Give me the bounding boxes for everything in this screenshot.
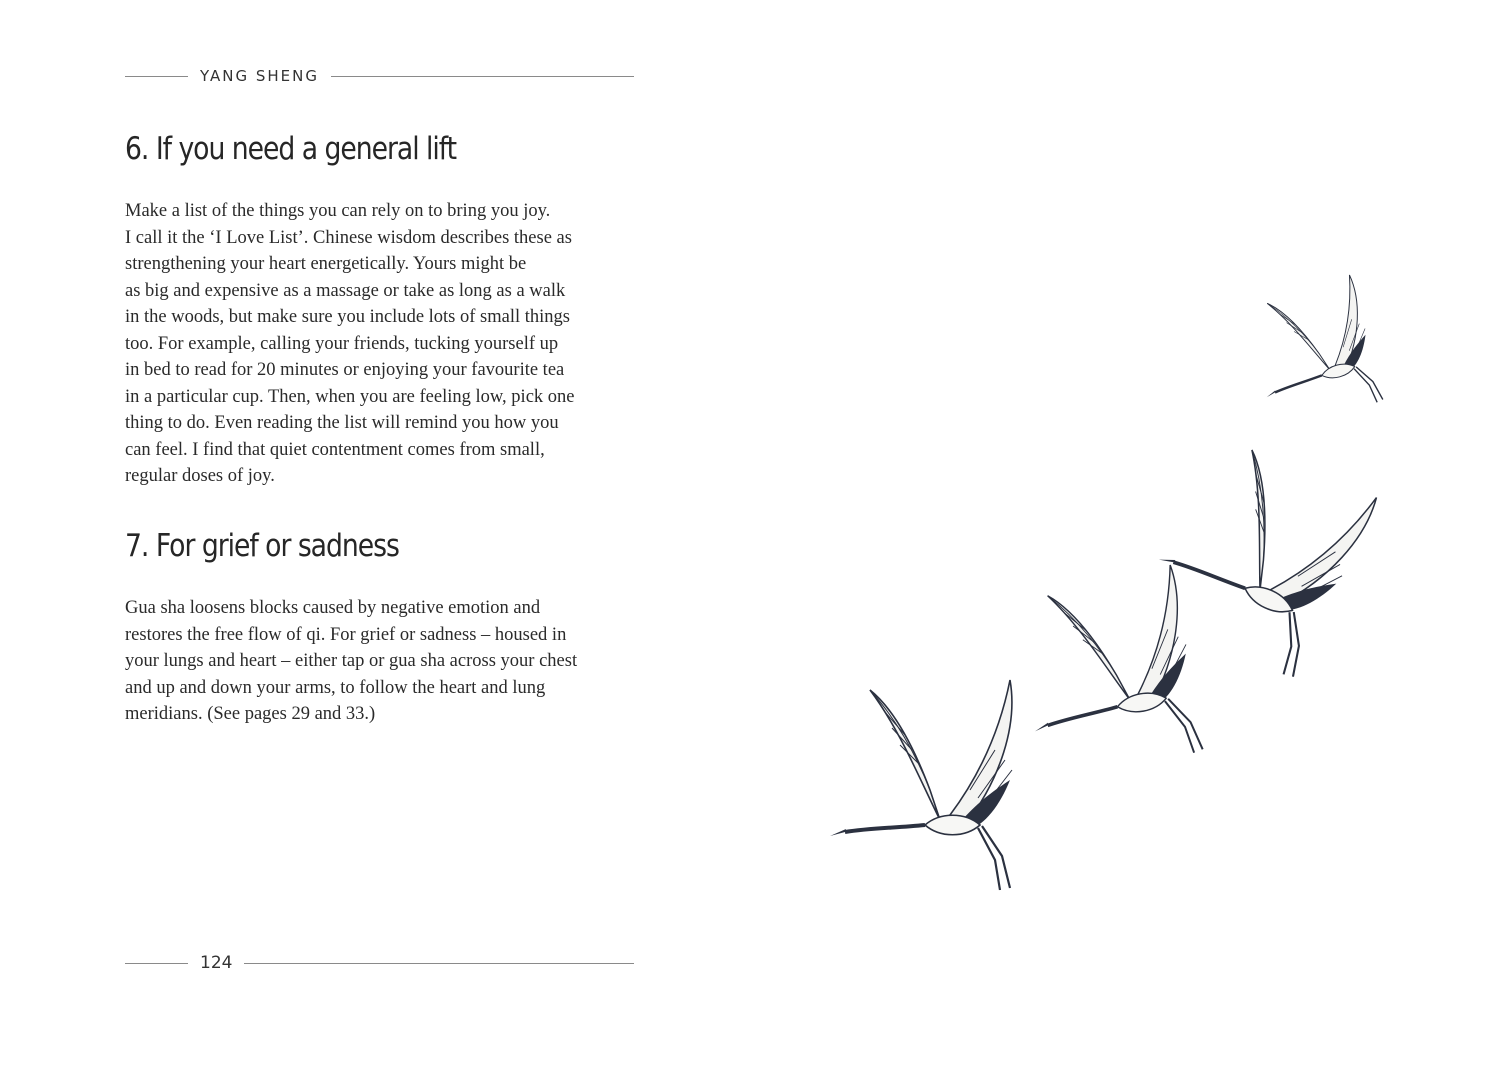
- running-header: [125, 64, 634, 88]
- body-line: strengthening your heart energetically. Yours might be: [125, 254, 527, 274]
- footer-rule-right: [244, 963, 634, 964]
- page-footer: [125, 951, 634, 975]
- header-rule-right: [331, 76, 634, 77]
- body-line: regular doses of joy.: [125, 466, 275, 486]
- flying-cranes-illustration: [790, 270, 1440, 910]
- body-line: in bed to read for 20 minutes or enjoying your favourite tea: [125, 360, 565, 380]
- section-body-grief: [125, 595, 645, 728]
- body-line: in a particular cup. Then, when you are feeling low, pick one: [125, 386, 575, 407]
- footer-rule-left: [125, 963, 188, 964]
- body-line: meridians. (See pages 29 and 33.): [125, 704, 376, 724]
- header-rule-left: [125, 76, 188, 77]
- running-header-title: YANG SHENG: [200, 67, 319, 85]
- section-heading-grief: 7. For grief or sadness: [125, 528, 399, 564]
- crane-top: [1242, 275, 1385, 430]
- body-line: and up and down your arms, to follow the heart and lung: [125, 677, 546, 698]
- body-line: in the woods, but make sure you include lots of small things: [125, 307, 570, 327]
- body-line: Make a list of the things you can rely on to bring you joy.: [125, 201, 551, 221]
- body-line: Gua sha loosens blocks caused by negative emotion and: [125, 598, 541, 618]
- section-heading-general-lift: 6. If you need a general lift: [125, 131, 457, 167]
- body-line: as big and expensive as a massage or take as long as a walk: [125, 280, 566, 301]
- body-line: your lungs and heart – either tap or gua sha across your chest: [125, 651, 578, 671]
- body-line: can feel. I find that quiet contentment comes from small,: [125, 439, 545, 460]
- body-line: I call it the ‘I Love List’. Chinese wisdom describes these as: [125, 227, 572, 248]
- crane-lower: [1011, 565, 1205, 780]
- body-line: too. For example, calling your friends, tucking yourself up: [125, 333, 559, 354]
- crane-left: [830, 680, 1012, 890]
- body-line: thing to do. Even reading the list will remind you how you: [125, 413, 559, 433]
- page-number: 124: [200, 953, 233, 973]
- section-body-general-lift: [125, 198, 645, 490]
- body-line: restores the free flow of qi. For grief or sadness – housed in: [125, 624, 567, 645]
